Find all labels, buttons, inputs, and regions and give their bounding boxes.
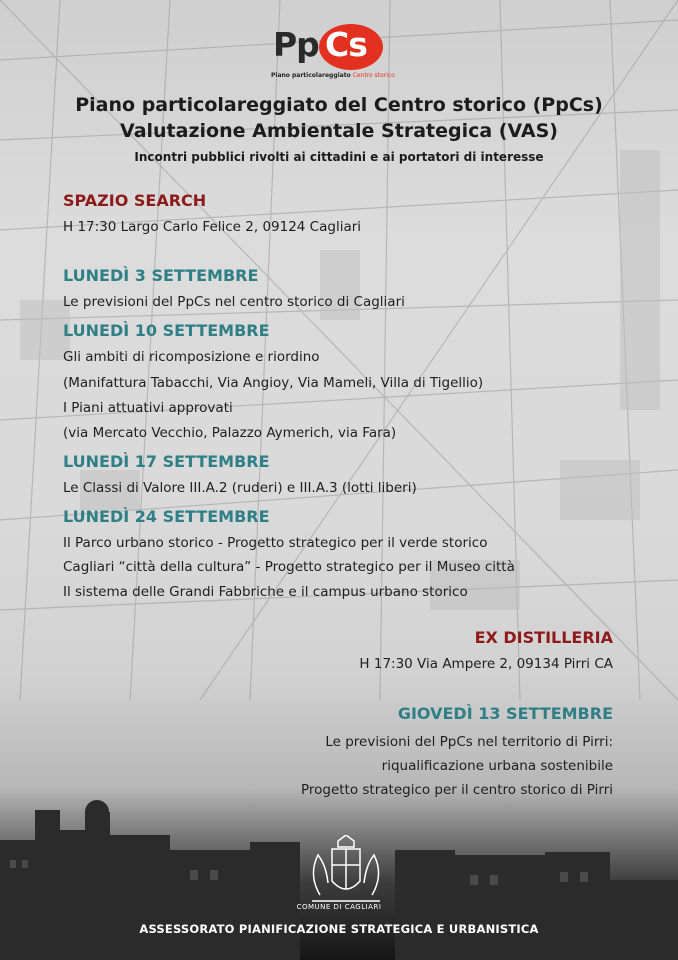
- meeting-line: (Manifattura Tabacchi, Via Angioy, Via Mameli, Villa di Tigellio): [63, 375, 484, 391]
- meeting-line: (via Mercato Vecchio, Palazzo Aymerich, via Fara): [63, 425, 397, 441]
- comune-crest-icon: [298, 835, 394, 913]
- logo-cs-text: Cs: [325, 25, 367, 64]
- venue2-line: Progetto strategico per il centro storico di Pirri: [300, 782, 613, 798]
- assessorato-label: ASSESSORATO PIANIFICAZIONE STRATEGICA E URBANISTICA: [139, 922, 539, 936]
- meeting-line: Le Classi di Valore III.A.2 (ruderi) e III.A.3 (lotti liberi): [63, 480, 417, 496]
- meeting-line: Gli ambiti di ricomposizione e riordino: [63, 349, 320, 365]
- ppcs-logo: [271, 22, 395, 82]
- venue1-name: SPAZIO SEARCH: [63, 191, 207, 210]
- venue2-date: GIOVEDÌ 13 SETTEMBRE: [397, 704, 613, 723]
- venue2-address: H 17:30 Via Ampere 2, 09134 Pirri CA: [359, 656, 613, 672]
- venue2-line: Le previsioni del PpCs nel territorio di Pirri:: [325, 734, 613, 750]
- meeting-date: LUNEDÌ 3 SETTEMBRE: [63, 266, 259, 285]
- meeting-line: I Piani attuativi approvati: [63, 400, 233, 416]
- meeting-line: Il sistema delle Grandi Fabbriche e il campus urbano storico: [63, 584, 468, 600]
- venue2-name: EX DISTILLERIA: [474, 628, 613, 647]
- venue1-address: H 17:30 Largo Carlo Felice 2, 09124 Cagliari: [63, 219, 362, 235]
- meeting-date: LUNEDÌ 24 SETTEMBRE: [63, 507, 270, 526]
- logo-subtitle: Piano particolareggiato Centro storico: [271, 72, 395, 79]
- meeting-line: Le previsioni del PpCs nel centro storico di Cagliari: [63, 294, 405, 310]
- meeting-date: LUNEDÌ 10 SETTEMBRE: [63, 321, 270, 340]
- title-line-2: Valutazione Ambientale Strategica (VAS): [120, 120, 558, 142]
- meeting-line: Cagliari “città della cultura” - Progetto strategico per il Museo città: [63, 559, 515, 575]
- comune-label: COMUNE DI CAGLIARI: [296, 903, 382, 911]
- logo-pp-text: Pp: [273, 25, 319, 64]
- subtitle: Incontri pubblici rivolti ai cittadini e ai portatori di interesse: [134, 150, 544, 164]
- venue2-line: riqualificazione urbana sostenibile: [381, 758, 613, 774]
- title-line-1: Piano particolareggiato del Centro storico (PpCs): [75, 94, 603, 116]
- meeting-line: Il Parco urbano storico - Progetto strategico per il verde storico: [63, 535, 488, 551]
- meeting-date: LUNEDÌ 17 SETTEMBRE: [63, 452, 270, 471]
